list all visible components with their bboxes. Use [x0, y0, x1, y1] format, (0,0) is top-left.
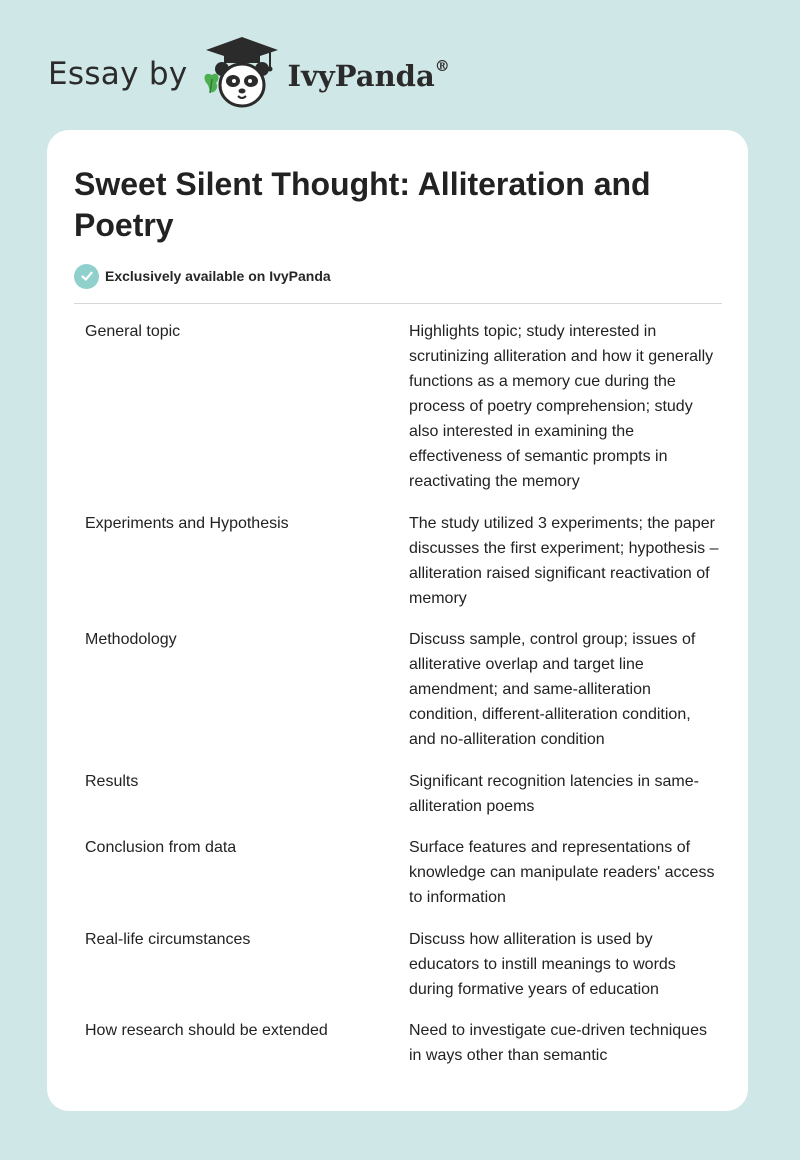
row-description: Significant recognition latencies in same-alliteration poems	[409, 772, 699, 815]
essay-by-label: Essay by	[48, 56, 188, 92]
summary-table	[85, 319, 725, 1085]
row-description: Need to investigate cue-driven techniques in ways other than semantic	[409, 1022, 707, 1064]
exclusive-label: Exclusively available on IvyPanda	[105, 268, 331, 284]
checkmark-icon	[74, 264, 99, 289]
row-topic: Real-life circumstances	[85, 930, 251, 948]
table-row	[85, 319, 725, 494]
row-topic: Experiments and Hypothesis	[85, 514, 289, 532]
exclusive-badge	[74, 263, 331, 289]
row-topic: Results	[85, 772, 139, 790]
row-topic: Conclusion from data	[85, 839, 237, 856]
table-row	[85, 835, 725, 910]
row-description: The study utilized 3 experiments; the paper discusses the first experiment; hypothesis – alliteration raised significant reactivation of memory	[409, 514, 719, 607]
row-topic: General topic	[85, 323, 181, 340]
table-row	[85, 1018, 725, 1068]
divider	[74, 303, 722, 304]
registered-mark: ®	[434, 57, 450, 76]
row-topic: Methodology	[85, 631, 177, 648]
row-topic: How research should be extended	[85, 1022, 328, 1039]
row-description: Discuss sample, control group; issues of alliterative overlap and target line amendment; and same-alliteration condition, different-alliteration condition, and no-alliteration condition	[409, 631, 696, 748]
essay-card	[47, 130, 748, 1111]
row-description: Highlights topic; study interested in scrutinizing alliteration and how it generally functions as a memory cue during the process of poetry comprehension; study also interested in examining the effectiveness of semantic prompts in reactivating the memory	[409, 323, 714, 490]
row-description: Discuss how alliteration is used by educators to instill meanings to words during formative years of education	[409, 930, 676, 998]
table-row	[85, 927, 725, 1002]
table-row	[85, 511, 725, 611]
panda-graduate-icon	[202, 35, 282, 113]
brand-name: IvyPanda®	[287, 57, 450, 93]
page-title: Sweet Silent Thought: Alliteration and Poetry	[74, 166, 651, 243]
table-row	[85, 627, 725, 752]
table-row	[85, 769, 725, 819]
site-header	[48, 34, 450, 114]
row-description: Surface features and representations of knowledge can manipulate readers' access to information	[409, 839, 715, 906]
